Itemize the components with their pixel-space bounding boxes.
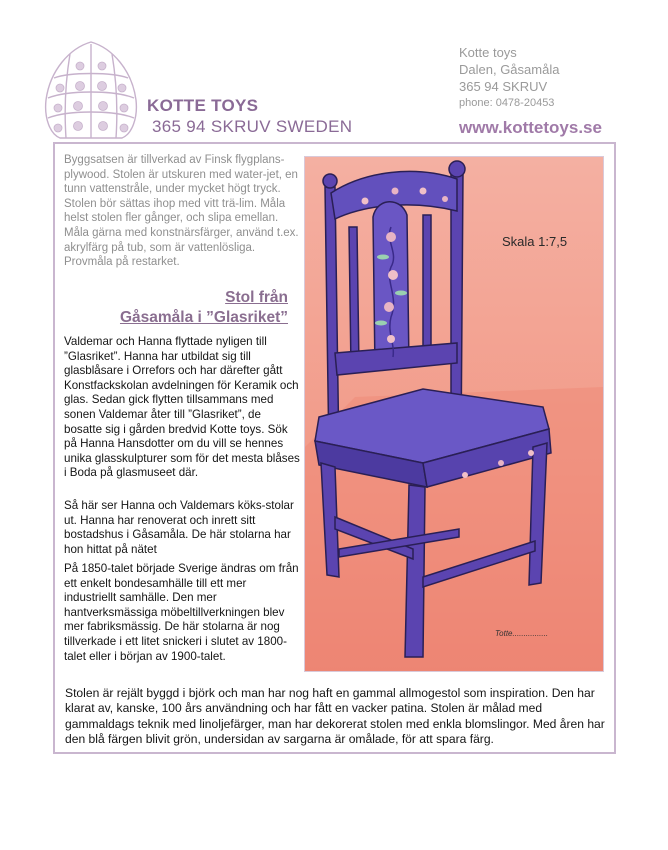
article-title-line1: Stol från: [225, 289, 288, 306]
contact-name: Kotte toys: [459, 45, 517, 60]
paragraph-history: Valdemar och Hanna flyttade nyligen till ”Glasriket”. Hanna har utbildat sig till glasblåsare i Orrefors och har därefter gått Konstfackskolan avdelningen för Keramik och glas. Sedan gick flytten tillsammans med sonen Valdemar åter till ”Glasriket”, de bosatte sig i gården bredvid Kotte toys. Sök på Hanna Hansdotter om du vill se hennes unika glasskulpturer som för det mesta blåses i Boda på glasmuseet där.: [64, 335, 300, 480]
article-title: [64, 288, 288, 328]
intro-text: Byggsatsen är tillverkad av Finsk flygplans- plywood. Stolen är utskuren med water-jet, en tunn vattenstråle, under mycket högt tryck. Stolen bör sättas ihop med vitt trä-lim. Måla helst stolen fler gånger, och slipa emellan. Måla gärna med konstnärsfärger, använd t.ex. akrylfärg på tub, som är vattenlösliga. Provmåla på restarket.: [64, 154, 299, 269]
brand-address: 365 94 SKRUV SWEDEN: [152, 117, 353, 136]
paragraph-kitchen-chairs: Så här ser Hanna och Valdemars köks-stolar ut. Hanna har renoverat och inrett sitt bostadshus i Gåsamåla. De här stolarna har hon hittat på nätet: [64, 499, 294, 556]
chair-description: Stolen är rejält byggd i björk och man har nog haft en gammal allmogestol som inspiration. Den har klarat av, kanske, 100 års användning och har fått en vacker patina. Stolen är målad med gammaldags teknik med linoljefärger, man har dekorerat stolen med enkla blomslingor. Med åren har den blå färgen blivit grön, undersidan av sargarna är omålade, för att spara färg.: [65, 686, 605, 747]
contact-block: [459, 44, 559, 112]
kotte-pinecone-logo: [40, 38, 142, 142]
contact-postal: 365 94 SKRUV: [459, 79, 548, 94]
contact-phone: phone: 0478-20453: [459, 97, 555, 109]
paragraph-1850s: På 1850-talet började Sverige ändras om från ett enkelt bondesamhälle till ett mer industriellt samhälle. Den mer hantverksmässiga möbeltillverkningen blev mer fabriksmässig. De här stolarna är nog tillverkade i ett litet snickeri i slutet av 1800-talet eller i början av 1900-talet.: [64, 562, 299, 663]
article-title-line2: Gåsamåla i ”Glasriket”: [119, 309, 288, 326]
brand-name: KOTTE TOYS: [147, 96, 259, 115]
contact-street: Dalen, Gåsamåla: [459, 62, 560, 77]
website-link[interactable]: www.kottetoys.se: [459, 118, 602, 137]
scale-label: Skala 1:7,5: [502, 234, 568, 249]
artist-signature: Totte................: [495, 629, 549, 638]
